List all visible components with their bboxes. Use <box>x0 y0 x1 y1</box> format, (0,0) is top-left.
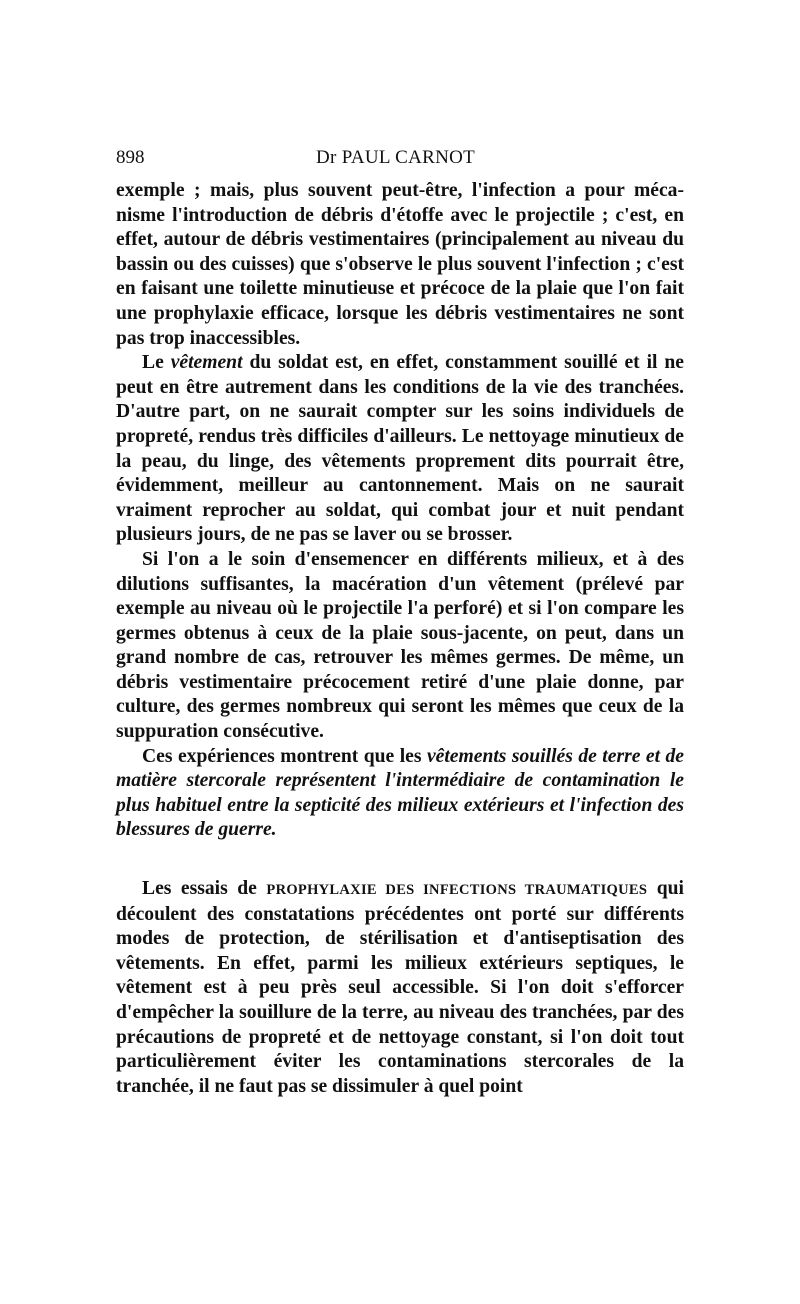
paragraph-4 <box>116 745 684 843</box>
paragraph-5-small-caps: PROPHYLAXIE DES INFECTIONS TRAUMATIQUES <box>266 882 648 899</box>
paragraph-5 <box>116 877 684 1099</box>
page-number: 898 <box>116 147 145 168</box>
book-page <box>116 143 684 1099</box>
paragraph-2-rest: du soldat est, en effet, constamment souillé et il ne peut en être autrement dans les conditions de la vie des tranchées. D'autre part, on ne saurait compter sur les soins individuels de propreté, rendus très difficiles d'ailleurs. Le nettoyage minutieux de la peau, du linge, des vêtements proprement dits pourrait être, évidemment, meilleur au cantonnement. Mais on ne saurait vraiment reprocher au soldat, qui combat jour et nuit pendant plusieurs jours, de ne pas se laver ou se brosser. <box>116 352 685 546</box>
paragraph-3: Si l'on a le soin d'ensemencer en différents milieux, et à des dilutions suffisantes, la macération d'un vêtement (prélevé par exemple au niveau où le projectile l'a perforé) et si l'on compare les germes obtenus à ceux de la plaie sous-jacente, on peut, dans un grand nombre de cas, retrouver les mêmes germes. De même, un débris vestimentaire précocement retiré d'une plaie donne, par culture, des germes nombreux qui seront les mêmes que ceux de la suppuration consécutive. <box>116 548 684 743</box>
paragraph-4-start: Ces expériences montrent que les <box>142 745 427 767</box>
paragraph-5-rest: qui découlent des constatations précédentes ont porté sur différents modes de protection, de stérilisation et d'antiseptisation des vêtements. En effet, parmi les milieux extérieurs septiques, le vêtement est à peu près seul accessible. Si l'on doit s'efforcer d'empêcher la souillure de la terre, au niveau des tranchées, par des précautions de propreté et de nettoyage constant, si l'on doit tout particulièrement éviter les contaminations stercorales de la tranchée, il ne faut pas se dissimuler à quel point <box>116 878 684 1097</box>
body-text <box>116 179 684 1099</box>
paragraph-1: exemple ; mais, plus souvent peut-être, l'infection a pour mécanisme l'introduction de débris d'étoffe avec le projectile ; c'est, en effet, autour de débris vestimentaires (principalement au niveau du bassin ou des cuisses) que s'observe le plus souvent l'infection ; c'est en faisant une toilette minutieuse et précoce de la plaie que l'on fait une prophylaxie efficace, lorsque les débris vestimentaires ne sont pas trop inaccessibles. <box>116 180 684 349</box>
paragraph-2-emphasis: vêtement <box>170 352 243 374</box>
paragraph-2-start: Le <box>142 352 171 374</box>
paragraph-2 <box>116 351 684 548</box>
running-head <box>116 143 684 173</box>
header-author: Dr PAUL CARNOT <box>316 147 476 168</box>
paragraph-4-emphasis: vêtements souillés de terre et de matière stercorale représentent l'intermédiaire de contamination le plus habituel entre la septicité des milieux extérieurs et l'infection des blessures de guerre. <box>116 745 684 841</box>
paragraph-5-start: Les essais de <box>142 878 267 900</box>
